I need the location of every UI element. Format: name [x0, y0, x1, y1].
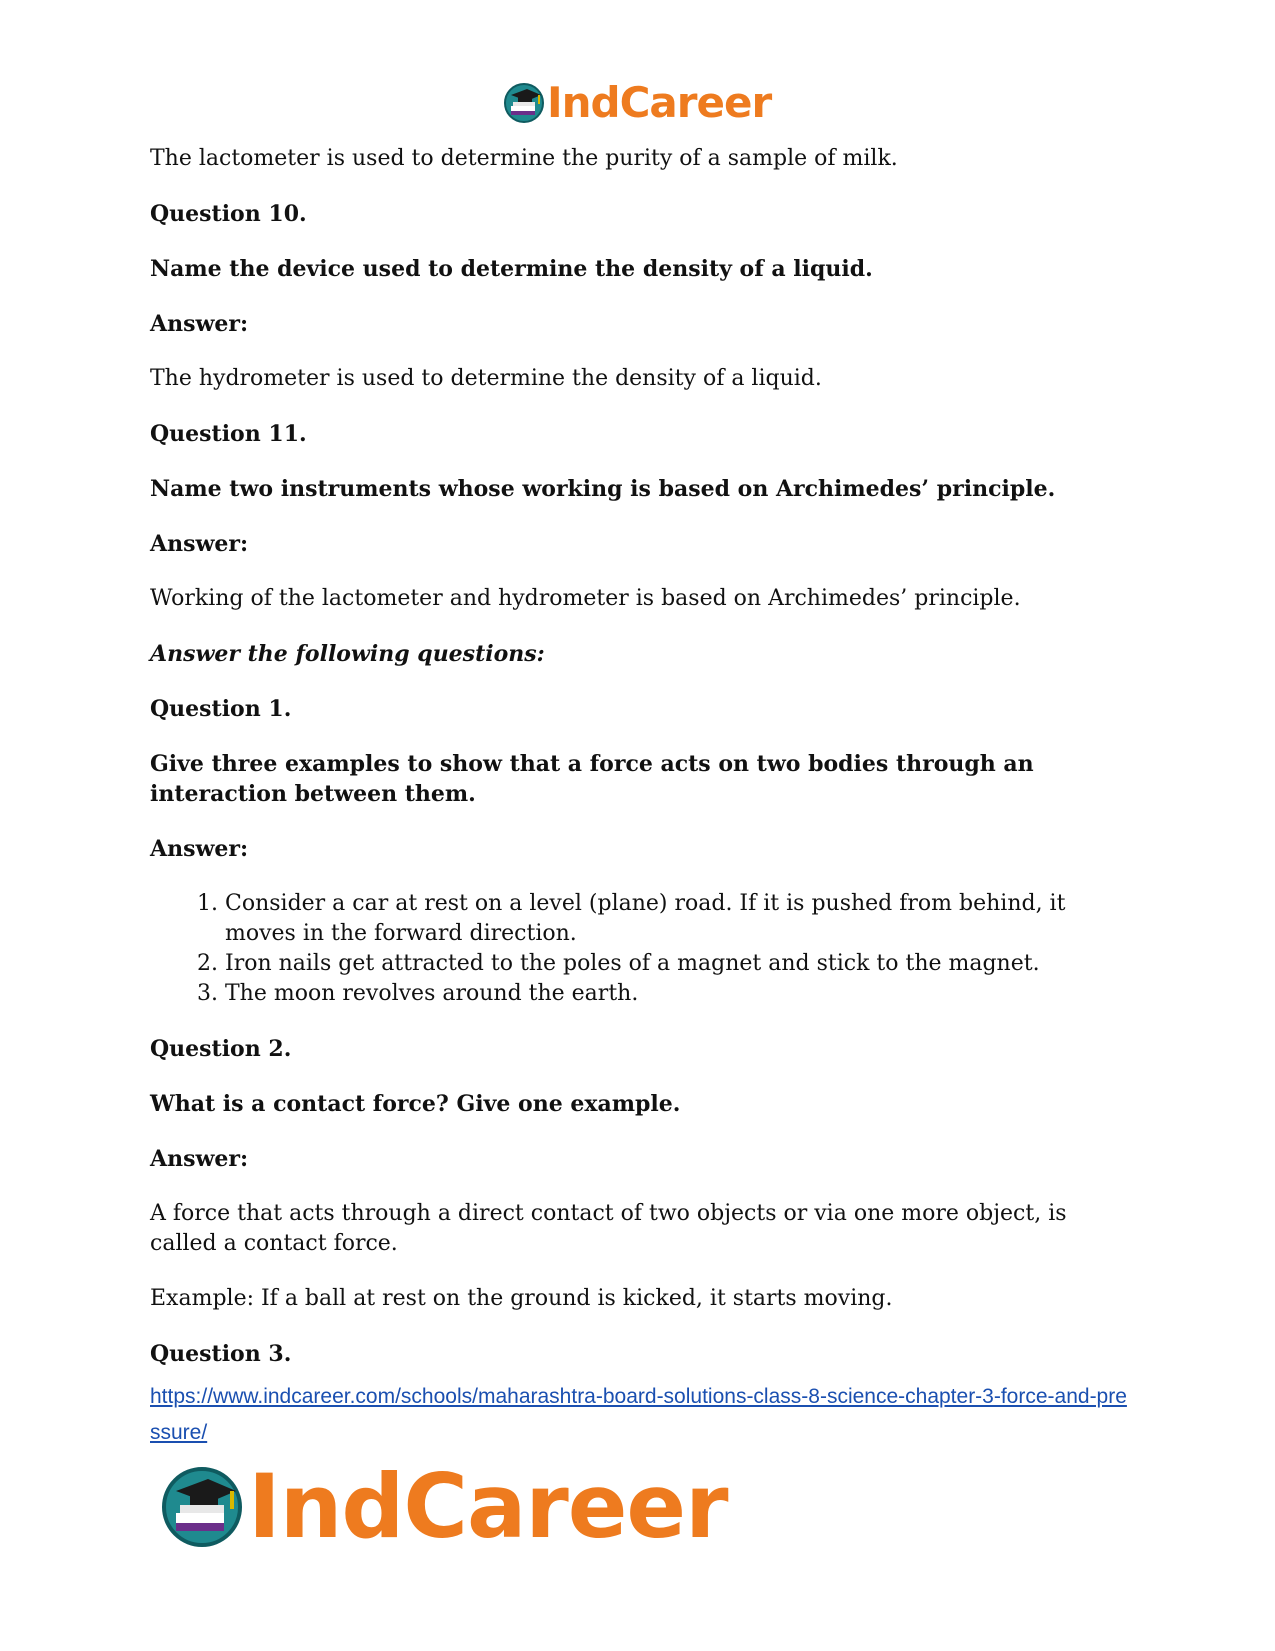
question-1-text: Give three examples to show that a force acts on two bodies through an interaction between them. [150, 751, 1034, 807]
logo-wordmark: IndCareer [248, 1455, 728, 1558]
question-10-answer-label: Answer: [150, 311, 249, 337]
question-3-label: Question 3. [150, 1341, 292, 1367]
question-2-label: Question 2. [150, 1036, 292, 1062]
question-11-answer-label: Answer: [150, 531, 249, 557]
section-heading: Answer the following questions: [150, 641, 545, 667]
question-11-text: Name two instruments whose working is based on Archimedes’ principle. [150, 476, 1056, 502]
question-10-label: Question 10. [150, 201, 307, 227]
question-10-text: Name the device used to determine the density of a liquid. [150, 256, 873, 282]
question-2-text: What is a contact force? Give one example. [150, 1091, 681, 1117]
question-2-example: Example: If a ball at rest on the ground is kicked, it starts moving. [150, 1286, 893, 1311]
graduation-cap-books-icon [503, 82, 545, 124]
question-11-answer: Working of the lactometer and hydrometer is based on Archimedes’ principle. [150, 586, 1021, 611]
list-item: 1. Consider a car at rest on a level (plane) road. If it is pushed from behind, it moves in the forward direction. [225, 889, 1130, 949]
list-item: 2. Iron nails get attracted to the poles of a magnet and stick to the magnet. [225, 949, 1130, 979]
document-body [150, 144, 1130, 1394]
question-1-answer-list [150, 889, 1130, 1009]
logo-wordmark: IndCareer [547, 78, 772, 127]
question-10-answer: The hydrometer is used to determine the density of a liquid. [150, 366, 822, 391]
question-1-answer-label: Answer: [150, 836, 249, 862]
question-2-answer: A force that acts through a direct contact of two objects or via one more object, is called a contact force. [150, 1201, 1067, 1256]
question-2-answer-label: Answer: [150, 1146, 249, 1172]
header-logo [503, 80, 771, 126]
footer-logo [160, 1455, 728, 1558]
graduation-cap-books-icon [160, 1465, 244, 1549]
list-item: 3. The moon revolves around the earth. [225, 979, 1130, 1009]
question-1-label: Question 1. [150, 696, 292, 722]
source-url-link[interactable]: https://www.indcareer.com/schools/maharashtra-board-solutions-class-8-science-chapter-3-force-and-pressure/ [150, 1385, 1127, 1444]
intro-answer: The lactometer is used to determine the purity of a sample of milk. [150, 146, 898, 171]
question-11-label: Question 11. [150, 421, 307, 447]
